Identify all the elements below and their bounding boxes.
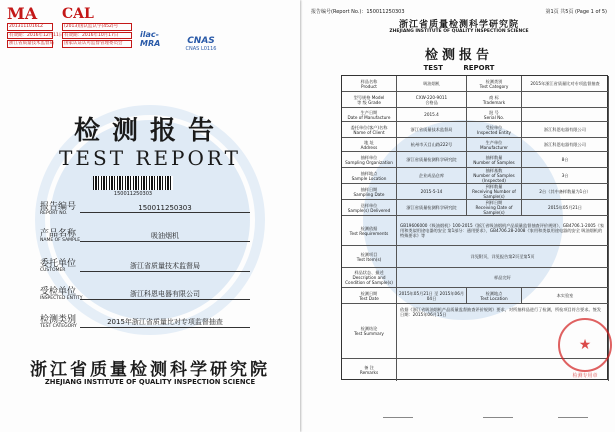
cell-sampling-loc-label: 抽样地点 Sample Location (342, 168, 397, 184)
field-inspected-entity (40, 284, 270, 308)
cell-category-value: 2015年浙江省质量比对专项监督抽查 (522, 76, 609, 92)
cell-sample-desc-label: 样品状态、描述 Description and Condition of Sample(s) (342, 268, 397, 288)
cell-manufacturer-value: 浙江科恩电器有限公司 (522, 138, 609, 152)
signature-reviewer (483, 403, 513, 418)
report-no-header: 报告编号(Report No.)：150011250303 (311, 9, 405, 15)
cell-date-mfg-label: 生产日期 Date of Manufacture (342, 108, 397, 122)
cell-model-label: 型号规格 Model 等 级 Grade (342, 92, 397, 108)
cell-manufacturer-label: 生产单位 Manufacturer (467, 138, 522, 152)
cell-receiving-num-value: 2台（其中备样数量为1台） (522, 184, 609, 200)
field-label-en: TEST CATEGORY (40, 324, 77, 329)
field-label-en: INSPECTED ENTITY (40, 296, 83, 301)
cell-trademark-label: 商 标 Trademark (467, 92, 522, 108)
cell-serial-label: 批 号 Serial No. (467, 108, 522, 122)
cell-remarks-label: 备 注 Remarks (342, 359, 397, 381)
cell-product-label: 样品名称 Product (342, 76, 397, 92)
cell-num-samples-value: 8台 (522, 152, 609, 168)
detail-org-name: 浙江省质量检测科学研究院 (398, 20, 519, 30)
ma-line3: 浙江省质量技术监督局 (9, 41, 54, 46)
ma-line1: 2013111016LZ (7, 23, 53, 31)
field-label: 检测类别 (40, 315, 77, 325)
ma-accreditation-logo (7, 4, 64, 54)
cell-items-value: 详见附页，详见报告第2页至第5页 (397, 246, 609, 268)
cell-sample-base-value: 3台 (522, 168, 609, 184)
cnas-code: CNAS L0116 (185, 46, 217, 52)
signature-tester (558, 403, 588, 418)
detail-subtitle: TEST REPORT (423, 64, 495, 72)
cell-sampling-loc-value: 企业成品仓库 (397, 168, 467, 184)
cell-sampling-date-value: 2015-5-14 (397, 184, 467, 200)
cover-org-name: 浙江省质量检测科学研究院 (30, 360, 270, 380)
cover-subtitle: TEST REPORT (59, 146, 241, 170)
cell-serial-value (522, 108, 609, 122)
cover-org-name-en: ZHEJIANG INSTITUTE OF QUALITY INSPECTION SCIENCE (44, 378, 256, 386)
page-number: 第1页 共5页 (Page 1 of 5) (545, 9, 607, 15)
cell-client-value: 浙江省质量技术监督局 (397, 122, 467, 138)
cover-title: 检测报告 (73, 116, 226, 146)
cell-receiving-date-value: 2015年05月21日 (522, 200, 609, 216)
detail-title: 检测报告 (424, 48, 493, 63)
stamp-label: 检测专用章 (572, 373, 598, 379)
field-value: 150011250303 (80, 204, 250, 213)
cell-address-value: 杭州市天目山路222号 (397, 138, 467, 152)
field-label: 报告编号 (40, 202, 77, 212)
cell-sampling-org-label: 抽样单位 Sampling Organization (342, 152, 397, 168)
cell-trademark-value (522, 92, 609, 108)
field-label: 产品名称 (40, 229, 77, 239)
cell-items-label: 检测项目 Test Item(s) (342, 246, 397, 268)
official-stamp (558, 318, 612, 372)
field-label-en: NAME OF SAMPLE (40, 238, 81, 243)
cover-page (0, 0, 300, 432)
cell-sample-base-label: 抽样基数 Number of Samples (Inspected) (467, 168, 522, 184)
cell-test-location-value: 本实验室 (522, 288, 609, 304)
cell-conclusion-value: 依据《浙江省吸油烟机产品质量监督抽查评价规则》要求，对所抽样品进行了检测，所检项目符合要求。签发日期：2015年06月15日 (397, 304, 609, 359)
cal-line3: 国家认证认可监督管理委员会 (62, 40, 132, 48)
cnas-logo (184, 36, 218, 52)
barcode-number: 150011250303 (113, 191, 153, 197)
field-label-en: REPORT NO. (40, 211, 68, 216)
cell-test-date-value: 2015年05月21日 至 2015年06月04日 (397, 288, 467, 304)
cell-client-label: 委托单位(客户)名称 Name of Client (342, 122, 397, 138)
cell-sample-desc-value: 样品完好 (397, 268, 609, 288)
cell-conclusion-label: 检测结论 Test Summary (342, 304, 397, 359)
cell-model-value: CXW-220-9011 合格品 (397, 92, 467, 108)
cell-requirements-value: GB19606000《吸油烟机》100-2015《浙江省吸油烟机产品质量监督抽查评价规则》、GB4706.1-2005《家用和类似用途电器的安全 第1部分：通用要求》、GB4706.28-2008《家用和类似用途电器的安全 吸油烟机的特殊要求》等 (397, 216, 609, 246)
cell-delivered-by-value: 浙江省质量检测科学研究院 (397, 200, 467, 216)
field-label: 委托单位 (40, 259, 77, 269)
cnas-mark: CNAS (187, 36, 215, 46)
cell-receiving-num-label: 到样数量 Receiving Number of Sample(s) (467, 184, 522, 200)
cell-date-mfg-value: 2015.4 (397, 108, 467, 122)
barcode (93, 176, 173, 190)
field-label: 受检单位 (40, 287, 77, 297)
detail-page (303, 0, 615, 432)
cell-inspected-label: 受检单位 Inspected Entity (467, 122, 522, 138)
cell-test-date-label: 检测日期 Test Date (342, 288, 397, 304)
field-value: 吸油烟机 (80, 231, 250, 242)
ilac-mra-logo (140, 30, 178, 46)
field-value: 浙江科恩电器有限公司 (80, 289, 250, 300)
cell-delivered-by-label: 送样单位 Sample(s) Delivered (342, 200, 397, 216)
detail-org-name-en: ZHEJIANG INSTITUTE OF QUALITY INSPECTION SCIENCE (389, 29, 529, 34)
signature-approver (383, 403, 413, 418)
ilac-mark: ilac-MRA (140, 30, 161, 48)
field-sample-name (40, 226, 270, 250)
cal-accreditation-logo (62, 6, 132, 48)
stamp-star-icon: ★ (578, 337, 592, 353)
cal-mark: CAL (62, 6, 94, 22)
ma-line2: 有效期：2016年12月11日 (9, 32, 64, 38)
cell-inspected-value: 浙江科恩电器有限公司 (522, 122, 609, 138)
cell-test-location-label: 检测地点 Test Location (467, 288, 522, 304)
cal-line2: 有效期：2016年10月17日 (62, 32, 132, 40)
cell-sampling-org-value: 浙江省质量检测科学研究院 (397, 152, 467, 168)
field-label-en: CUSTOMER (40, 268, 66, 273)
field-value: 浙江省质量技术监督局 (80, 261, 250, 272)
cell-receiving-date-label: 到样日期 Receiving Date of Sample(s) (467, 200, 522, 216)
cell-requirements-label: 检测依据 Test Requirements (342, 216, 397, 246)
field-report-no (40, 199, 270, 223)
cell-num-samples-label: 抽样数量 Number of Samples (467, 152, 522, 168)
field-test-category (40, 312, 270, 336)
cal-line1: (2013)国认监认字(452)号 (62, 23, 132, 31)
cell-sampling-date-label: 抽样日期 Sampling Date (342, 184, 397, 200)
ma-mark: MA (7, 4, 38, 23)
field-customer (40, 256, 270, 280)
cell-product-value: 吸油烟机 (397, 76, 467, 92)
field-value: 2015年浙江省质量比对专项监督抽查 (80, 317, 250, 328)
cell-address-label: 地 址 Address (342, 138, 397, 152)
cell-category-label: 检测类别 Test Category (467, 76, 522, 92)
